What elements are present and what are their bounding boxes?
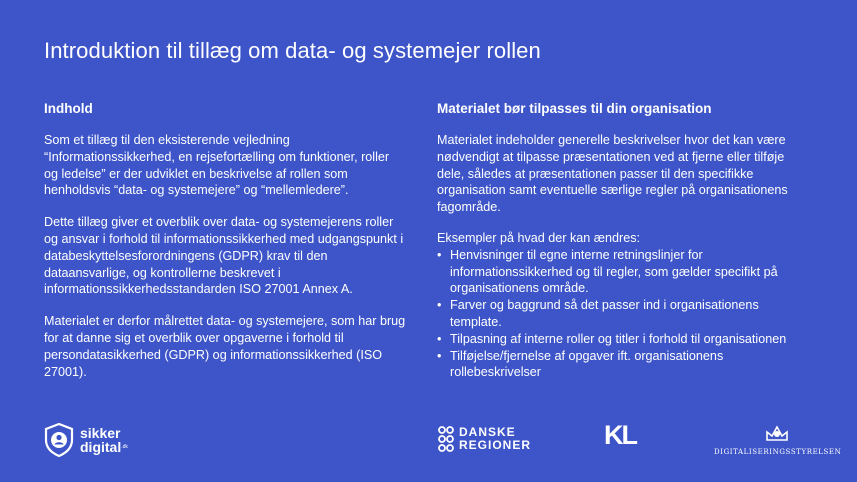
left-paragraph-1: Som et tillæg til den eksisterende vejledning “Informationssikkerhed, en rejsefortælling om funktioner, roller og ledelse” er der udviklet en beskrivelse af rollen som henholdsvis “data- og systemejere” og “mellemledere”. [44, 133, 390, 198]
sikker-text-suffix: .dk [121, 444, 128, 450]
left-column [44, 101, 406, 395]
sikker-text-line1: sikker [80, 425, 121, 441]
list-item: • Tilføjelse/fjernelse af opgaver ift. organisationens rollebeskrivelser [437, 348, 807, 382]
digitaliseringsstyrelsen-text: DIGITALISERINGSSTYRELSEN [714, 448, 842, 456]
right-heading: Materialet bør tilpasses til din organisation [437, 101, 712, 116]
danske-text-line1: DANSKE [459, 425, 516, 439]
sikker-digital-logo [44, 422, 144, 458]
shield-icon [44, 423, 74, 457]
danske-regioner-logo [437, 426, 531, 452]
examples-list [437, 247, 807, 381]
left-paragraph-3: Materialet er derfor målrettet data- og systemejere, som har brug for at danne sig et overblik over opgaverne i forhold til persondatasikkerhed (GDPR) og informationssikkerhed (ISO 27001). [44, 314, 406, 379]
list-item: • Henvisninger til egne interne retningslinjer for informationssikkerhed og til regler, som gælder specifikt på organisationens område. [437, 247, 807, 297]
list-item: • Farver og baggrund så det passer ind i organisationens template. [437, 297, 807, 331]
kl-logo: KL [604, 420, 636, 450]
right-column [437, 101, 807, 381]
right-paragraph: Materialet indeholder generelle beskrivelser hvor det kan være nødvendigt at tilpasse præsentationen ved at fjerne eller tilføje dele, således at præsentationen passer til den specifikke organisation samt eventuelle særlige regler på organisationens fagområde. [437, 133, 788, 215]
danske-text-line2: REGIONER [459, 438, 532, 452]
digitaliseringsstyrelsen-logo [714, 424, 840, 456]
list-item: • Tilpasning af interne roller og titler i forhold til organisationen [437, 331, 807, 348]
examples-intro: Eksempler på hvad der kan ændres: [437, 230, 641, 245]
left-heading: Indhold [44, 101, 93, 116]
slide-title: Introduktion til tillæg om data- og systemejer rollen [44, 38, 541, 63]
left-paragraph-2: Dette tillæg giver et overblik over data- og systemejerens roller og ansvar i forhold til informationssikkerhed med udgangspunkt i databeskyttelsesforordningens (GDPR) krav til den dataansvarlige, og kontrollerne beskrevet i informationssikkerhedsstandarden ISO 27001 Annex A. [44, 215, 404, 297]
crown-icon [764, 424, 790, 442]
danske-regioner-mark-icon [437, 426, 455, 452]
sikker-text-line2: digital [80, 439, 122, 455]
